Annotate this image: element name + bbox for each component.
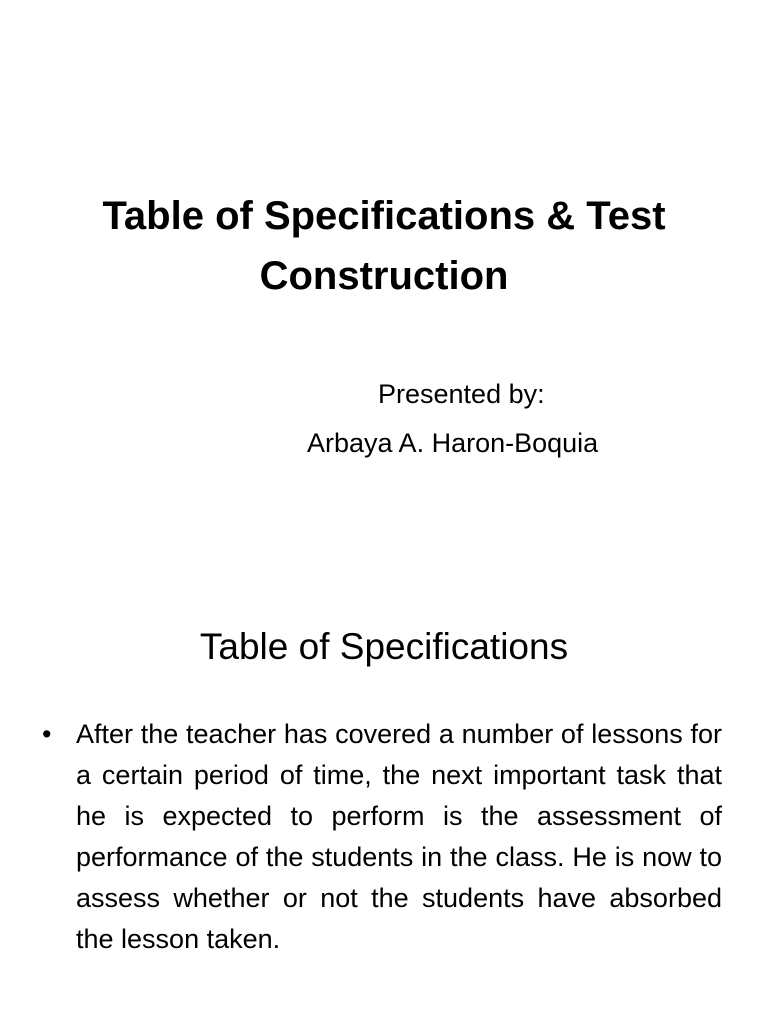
content-slide [0, 576, 768, 1024]
presented-by-label: Presented by: [378, 379, 545, 409]
presenter-name: Arbaya A. Haron-Boquia [307, 428, 599, 458]
presentation-title: Table of Specifications & Test Construction [102, 194, 666, 298]
bullet-icon: • [42, 719, 52, 749]
bullet-list [40, 714, 722, 960]
bullet-item [40, 714, 722, 960]
slide-title: Table of Specifications [199, 626, 569, 667]
bullet-text: After the teacher has covered a number of lessons for a certain period of time, the next important task that he is expected to perform is the assessment of performance of the students in the class. He is now to assess whether or not the students have absorbed the lesson taken. [76, 719, 722, 954]
